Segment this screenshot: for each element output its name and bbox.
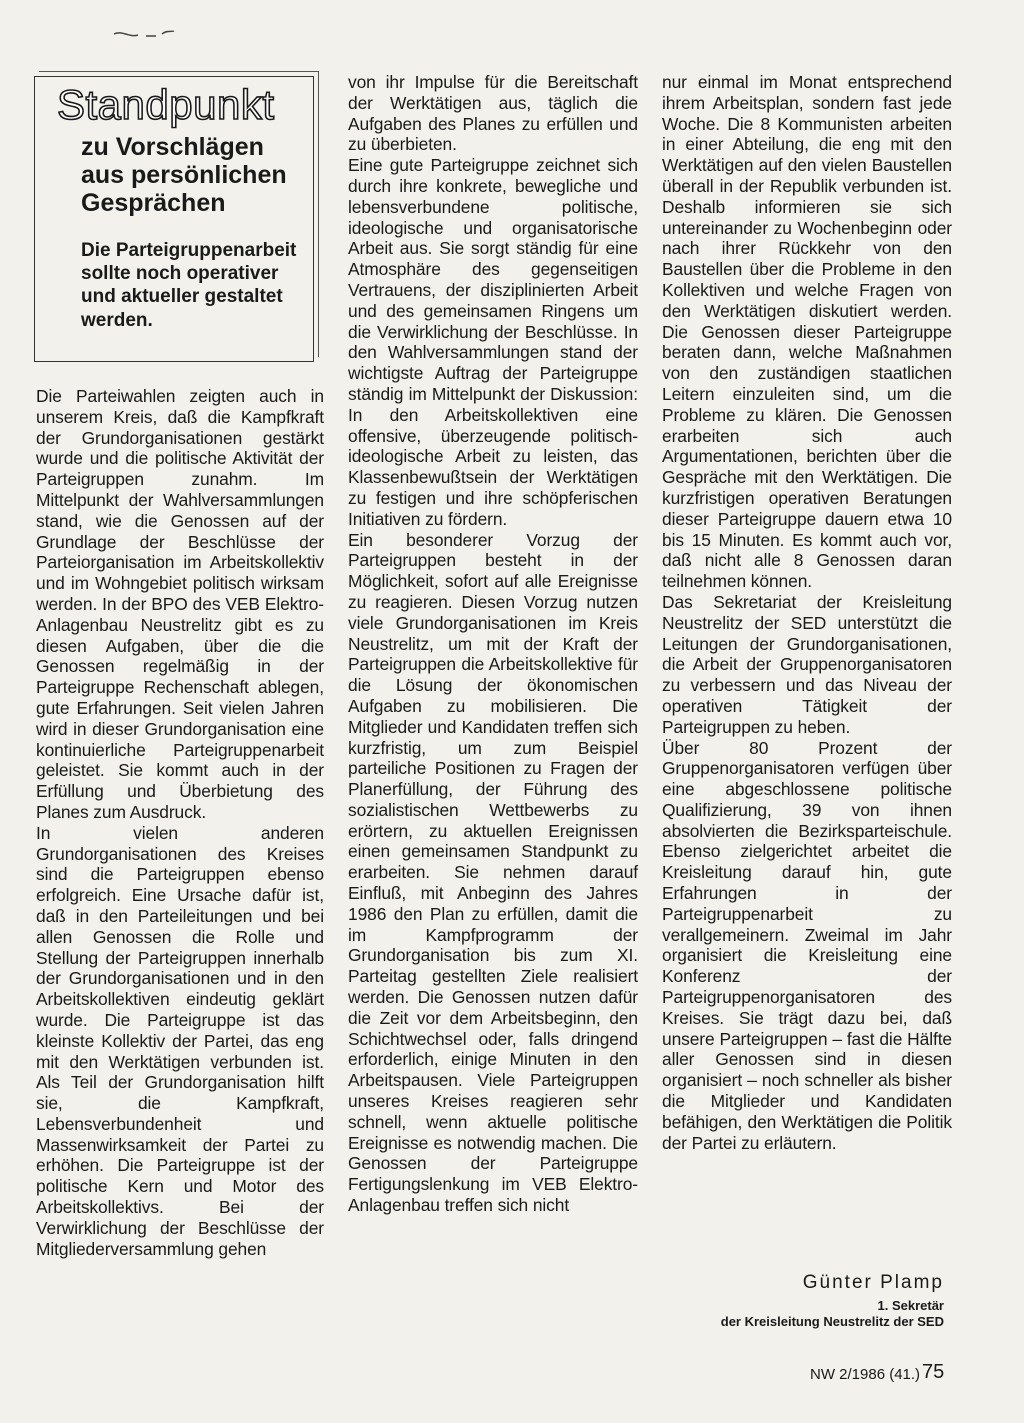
paragraph: nur einmal im Monat entsprechend ihrem Arbeitsplan, sondern fast jede Woche. Die 8 Kommunisten arbeiten in einer Abteilung, die eng mit den Werktätigen auf den vielen Baustellen überall in der Republik verbunden ist. Deshalb informieren sie sich untereinander zu Wochenbeginn oder nach ihrer Rückkehr von den Baustellen über die Probleme in den Kollektiven und welche Fragen von den Werktätigen diskutiert werden. Die Genossen dieser Parteigruppe beraten dann, welche Maßnahmen von den zuständigen staatlichen Leitern einzuleiten sind, um die Probleme zu klären. Die Genossen erarbeiten sich auch Argumentationen, berichten über die Gespräche mit den Werktätigen. Die kurzfristigen operativen Beratungen dieser Parteigruppe dauern etwa 10 bis 15 Minuten. Es kommt auch vor, daß nicht alle 8 Genossen daran teilnehmen können. <box>662 72 952 592</box>
subtitle-line: zu Vorschlägen <box>81 133 264 162</box>
author-role-line: 1. Sekretär <box>877 1298 944 1313</box>
author-role-line: der Kreisleitung Neustrelitz der SED <box>720 1314 944 1329</box>
subtitle-line: aus persönlichen <box>81 161 287 190</box>
page-number: 75 <box>922 1361 945 1383</box>
paragraph: Über 80 Prozent der Gruppenorganisatoren verfügen über eine abgeschlossene politische Qualifizierung, 39 von ihnen absolvierten die Bezirksparteischule. Ebenso zielgerichtet arbeitet die Kreisleitung darauf hin, gute Erfahrungen in der Parteigruppenarbeit zu verallgemeinern. Zweimal im Jahr organisiert die Kreisleitung eine Konferenz der Parteigruppenorganisatoren des Kreises. Sie trägt dazu bei, daß unsere Parteigruppen – fast die Hälfte aller Genossen sind in diesen organisiert – noch schneller als bisher die Mitglieder und Kandidaten befähigen, den Werktätigen die Politik der Partei zu erläutern. <box>662 737 952 1153</box>
issue-reference: NW 2/1986 (41.) <box>810 1366 921 1383</box>
paragraph: von ihr Impulse für die Bereitschaft der Werktätigen aus, täglich die Aufgaben des Planes zu erfüllen und zu überbieten. <box>348 72 638 155</box>
standpunkt-title: Standpunkt <box>57 81 275 128</box>
lead-line: Die Parteigruppenarbeit <box>81 240 297 262</box>
pen-scribble-mark <box>112 28 176 42</box>
author-name: Günter Plamp <box>802 1272 944 1293</box>
subtitle-line: Gesprächen <box>81 189 226 218</box>
paragraph: Die Parteiwahlen zeigten auch in unserem Kreis, daß die Kampfkraft der Grundorganisationen gestärkt wurde und die politische Aktivität der Parteigruppen zunahm. Im Mittelpunkt der Wahlversammlungen stand, wie die Genossen auf der Grundlage der Beschlüsse der Parteiorganisation im Arbeitskollektiv und im Wohngebiet politisch wirksam werden. In der BPO des VEB Elektro-Anlagenbau Neustrelitz gibt es zu diesen Aufgaben, über die die Genossen regelmäßig in der Parteigruppe Rechenschaft ablegen, gute Erfahrungen. Seit vielen Jahren wird in dieser Grundorganisation eine kontinuierliche Parteigruppenarbeit geleistet. Sie kommt auch in der Erfüllung und Überbietung des Planes zum Ausdruck. <box>36 386 324 822</box>
standpunkt-lead <box>81 239 299 332</box>
lead-line: werden. <box>81 309 153 331</box>
paragraph: Ein besonderer Vorzug der Parteigruppen besteht in der Möglichkeit, sofort auf alle Ereignisse zu reagieren. Diesen Vorzug nutzen viele Grundorganisationen im Kreis Neustrelitz, um mit der Kraft der Parteigruppen die Arbeitskollektive für die Lösung der ökonomischen Aufgaben zu mobilisieren. Die Mitglieder und Kandidaten treffen sich kurzfristig, um zum Beispiel parteiliche Positionen zu Fragen der Planerfüllung, der Führung des sozialistischen Wettbewerbs zu erörtern, zu aktuellen Ereignissen einen gemeinsamen Standpunkt zu erarbeiten. Sie nehmen darauf Einfluß, mit Anbeginn des Jahres 1986 den Plan zu erfüllen, damit die im Kampfprogramm der Grundorganisation bis zum XI. Parteitag gestellten Ziele realisiert werden. Die Genossen nutzen dafür die Zeit vor dem Arbeitsbeginn, den Schichtwechsel oder, falls dringend erforderlich, einige Minuten in den Arbeitspausen. Viele Parteigruppen unseres Kreises reagieren sehr schnell, wenn aktuelle politische Ereignisse es notwendig machen. Die Genossen der Parteigruppe Fertigungslenkung im VEB Elektro-Anlagenbau treffen sich nicht <box>348 529 638 1216</box>
paragraph: Eine gute Parteigruppe zeichnet sich durch ihre konkrete, bewegliche und lebensverbundene politische, ideologische und organisatorische Arbeit aus. Sie sorgt ständig für eine Atmosphäre des gegenseitigen Vertrauens, der disziplinierten Arbeit und des gemeinsamen Ringens um die Verwirklichung der Beschlüsse. In den Wahlversammlungen stand der wichtigste Auftrag der Parteigruppe ständig im Mittelpunkt der Diskussion: In den Arbeitskollektiven eine offensive, überzeugende politisch-ideologische Arbeit zu leisten, das Klassenbewußtsein der Werktätigen zu festigen und ihre schöpferischen Initiativen zu fördern. <box>348 155 638 529</box>
lead-line: und aktueller gestaltet <box>81 286 283 308</box>
article-column-3 <box>662 72 952 1153</box>
standpunkt-box <box>34 76 314 362</box>
paragraph: Das Sekretariat der Kreisleitung Neustrelitz der SED unterstützt die Leitungen der Grundorganisationen, die Arbeit der Gruppenorganisatoren zu verbessern und das Niveau der operativen Tätigkeit der Parteigruppen zu heben. <box>662 591 952 737</box>
paragraph: In vielen anderen Grundorganisationen des Kreises sind die Parteigruppen ebenso erfolgreich. Eine Ursache dafür ist, daß in den Parteileitungen und bei allen Genossen die Rolle und Stellung der Parteigruppen innerhalb der Grundorganisationen und in den Arbeitskollektiven eindeutig geklärt wurde. Die Parteigruppe ist das kleinste Kollektiv der Partei, das eng mit den Werktätigen verbunden ist. Als Teil der Grundorganisation hilft sie, die Kampfkraft, Lebensverbundenheit und Massenwirksamkeit der Partei zu erhöhen. Die Parteigruppe ist der politische Kern und Motor des Arbeitskollektivs. Bei der Verwirklichung der Beschlüsse der Mitgliederversammlung gehen <box>36 822 324 1259</box>
lead-line: sollte noch operativer <box>81 263 279 285</box>
standpunkt-subtitle <box>81 133 299 217</box>
article-column-2 <box>348 72 638 1216</box>
article-column-1 <box>36 386 324 1259</box>
